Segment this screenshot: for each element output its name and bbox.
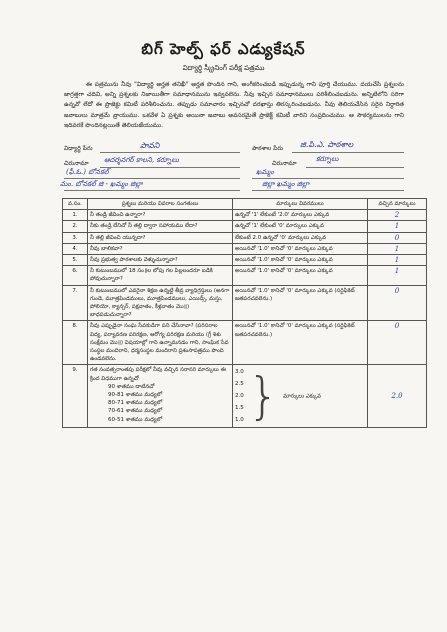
marks-scale-values xyxy=(235,366,244,426)
school-name-line xyxy=(292,152,404,153)
scale-value: 2.0 xyxy=(235,393,244,400)
row-score[interactable]: 2.0 xyxy=(368,365,427,428)
row-marks-scale xyxy=(233,365,368,428)
school-name-label: పాఠశాల పేరు xyxy=(252,145,284,152)
row-marks-rule: అయినచో '1.0' కానిచో '0' మార్కులు ఎక్కువ (సర్టిఫికెట్ జతపరచవలెను.) xyxy=(233,321,368,365)
row-question: గత సంవత్సరాంతపు పరీక్షలో నీవు వచ్చిన సరాసరి మార్కులు ఈ క్రింద విధముగా ఉన్నచో xyxy=(90,367,227,382)
table-row xyxy=(63,285,427,321)
row-number: 6. xyxy=(63,266,88,285)
school-name-value[interactable]: జి.పి.ఎ. పాఠశాల xyxy=(300,140,354,149)
table-row xyxy=(63,243,427,254)
table-row xyxy=(63,232,427,243)
row-question: నీవు ఎప్పుడైనా సంఘ సేవకుడిగా పని చేసినావా? (పరిసరాల విద్య, పర్యావరణ పరిరక్షణ, ఆరోగ్య పరిరక్షణ మరియు (గ్రీ శిశు సంక్షేమం మొ॥) విషయాల్లో గాని ఉన్నామనడం గాని, సాంఘిక సేవ సంస్థల మందిరాని, ధర్మసంస్థల మందిరాని ప్రశంసాపత్రము పొంది ఉండవలెను. xyxy=(88,321,233,365)
address2-label: చిరునామా xyxy=(272,160,297,167)
row-score[interactable]: 0 xyxy=(368,232,427,243)
row-question: నీవు ప్రభుత్వ పాఠశాలకు వెళ్ళుచున్నావా? xyxy=(88,255,233,266)
row-number: 5. xyxy=(63,255,88,266)
row-number: 8. xyxy=(63,321,88,365)
instruction-line-1: ఈ పత్రమును నీవు "విద్యార్థి అర్హత తనిఖీ" అర్హత పొందిన గాని, అంగీకరించబడి ఇప్పుడున్న గాని పూర్తి చేయుము. xyxy=(86,81,358,88)
student-name-label: విద్యార్థి పేరు xyxy=(64,145,93,152)
row-question: నీ కుటుంబములో 18 సం॥ల లోపు గల పిల్లలందరూ బడికి పోవుచున్నారా? xyxy=(88,266,233,285)
row-question: నీవు బాలికవా? xyxy=(88,243,233,254)
address2-line-3 xyxy=(252,178,404,179)
table-row xyxy=(63,321,427,365)
row-question: నీ తండ్రి జీవించి ఉన్నారా? xyxy=(88,210,233,221)
table-row xyxy=(63,221,427,232)
header-marks-obtained: వచ్చిన మార్కులు xyxy=(368,199,427,210)
form-title: బిగ్ హెల్ప్ ఫర్ ఎడ్యుకేషన్ xyxy=(141,40,306,58)
row-marks-rule: ఉన్నచో '1' లేకుంటే '0' మార్కులు ఎక్కువ xyxy=(233,221,368,232)
row-marks-rule: ఉన్నచో '1' లేకుంటే '2.0' మార్కులు ఎక్కువ xyxy=(233,210,368,221)
row-score[interactable]: 2 xyxy=(368,210,427,221)
address-line-3 xyxy=(64,178,240,179)
student-name-value[interactable]: పావని xyxy=(140,141,160,150)
row-number: 4. xyxy=(63,243,88,254)
table-row xyxy=(63,210,427,221)
row-question-average xyxy=(88,365,233,428)
address2-value[interactable]: కర్నూలు xyxy=(316,155,339,163)
address-line xyxy=(100,167,240,168)
instruction-line-3: అన్నిటిలోని సరిగా ఉన్నవో లేదో ఈ ప్రాజెక్టు కమిటీ పరిశీలించును. తప్పుడు సమాచారం ఇచ్చినచో దరఖాస్తు తిరస్కరించబడును. నీవు తెలియచేసిన xyxy=(64,91,404,109)
address-line-3-value[interactable]: (ఫీ.ఓ.) బోనకల్ xyxy=(66,168,109,176)
brace-icon: } xyxy=(247,367,280,426)
address-value[interactable]: ఆదర్శనగర్ కాలని, కర్నూలు xyxy=(104,156,179,164)
range-item: 60-51 శాతము మధ్యలో xyxy=(108,416,163,423)
range-item: 80-71 శాతము మధ్యలో xyxy=(108,400,163,407)
row-score[interactable]: 1 xyxy=(368,243,427,254)
row-question: నీ కుటుంబములో ఎవరైనా శిక్షణ ఉన్నట్టి తీవ్ర వ్యాధిగ్రస్తులు (అనగా గుండె, మూత్రపిండములు, మూత్రపిండములు, ఎయిడ్స్, మస్తు, పోలియో, క్యాన్సర్, పక్షవాతం, కీళ్లవాతం మొ॥) బాధపడుచున్నారా? xyxy=(88,285,233,321)
table-row xyxy=(63,365,427,428)
student-name-line xyxy=(100,152,240,153)
row-number: 1. xyxy=(63,210,88,221)
address-line-4-value[interactable]: మం. బోనకల్ జి - ఖమ్మం జిల్లా xyxy=(60,180,143,188)
header-question: ప్రశ్నలు మరియు వివరాల సంగతులు xyxy=(88,199,233,210)
row-number: 2. xyxy=(63,221,88,232)
row-marks-rule: అయినచో '1.0' కానిచో '0' మార్కులు ఎక్కువ xyxy=(233,243,368,254)
scale-value: 1.5 xyxy=(235,405,244,412)
scale-value: 3.0 xyxy=(235,369,244,376)
row-score[interactable]: 1 xyxy=(368,221,427,232)
range-item: 90-81 శాతము మధ్యలో xyxy=(108,392,163,399)
range-item: 70-61 శాతము మధ్యలో xyxy=(108,408,163,415)
row-score[interactable]: 1 xyxy=(368,255,427,266)
row-marks-rule: లేకుంటే 2.0 ఉన్నచో '0' మార్కులు ఎక్కువ xyxy=(233,232,368,243)
address2-line xyxy=(306,167,404,168)
row-number: 7. xyxy=(63,285,88,321)
screening-questions-table xyxy=(62,198,427,428)
address-label: చిరునామా xyxy=(64,160,89,167)
table-row xyxy=(63,255,427,266)
instruction-line-5: సౌకర్యములను గాని ఇదివరకే పొందినట్లయితే తెలియజేయుము. xyxy=(64,111,404,129)
instruction-line-4: సరైన నిర్ధారిత జవాబులు మాత్రమే వ్రాయుము. ఒకవేళ ఏ ప్రశ్నకు అయినా జవాబు అవసరమైతే ప్రాజెక్ట్ కమిటీ వారిని సంప్రదించుము. ఆ xyxy=(64,101,404,119)
row-score[interactable]: 0 xyxy=(368,321,427,365)
row-score[interactable]: 0 xyxy=(368,285,427,321)
range-item: 90 శాతము దాటినచో xyxy=(108,383,155,390)
row-score[interactable]: 1 xyxy=(368,266,427,285)
form-subtitle: విద్యార్థి స్క్రీనింగ్ పరీక్ష పత్రము xyxy=(182,64,265,72)
header-marks-detail: మార్కులు వివరములు xyxy=(233,199,368,210)
row-question: నీకు తండ్రి లేనిచో నీ తల్లి ద్వారా సహాయము లేదా? xyxy=(88,221,233,232)
address2-line-4-value[interactable]: జిల్లా ఖమ్మం జిల్లా xyxy=(262,180,310,188)
row-marks-rule: అయినచో '1.0' కానిచో '0' మార్కులు ఎక్కువ xyxy=(233,266,368,285)
row-marks-rule: మార్కులు ఎక్కువ xyxy=(283,393,322,400)
row-marks-rule: అయినచో '1.0' కానిచో '0' మార్కులు ఎక్కువ xyxy=(233,255,368,266)
address-line-4 xyxy=(64,190,240,191)
row-number: 3. xyxy=(63,232,88,243)
instruction-line-2: దయచేసి ప్రశ్నలను జాగ్రత్తగా చదివి, అన్ని ప్రశ్నలకు నిజాయితీగా సమాధానమును ఇవ్వవలెను. నీవు ఇచ్చిన సమాధానములు పరిశీలించబడును. xyxy=(64,81,404,99)
row-number: 9. xyxy=(63,365,88,428)
table-row xyxy=(63,266,427,285)
address2-line-3-value[interactable]: ఖమ్మం xyxy=(256,168,274,176)
address2-line-4 xyxy=(252,190,404,191)
row-question: నీ తల్లి జీవించి యున్నదా? xyxy=(88,232,233,243)
row-marks-rule: అయినచో '1.0' కానిచో '0' మార్కులు ఎక్కువ (సర్టిఫికెట్ జతపరచవలెను.) xyxy=(233,285,368,321)
header-serial: వ.సం. xyxy=(63,199,88,210)
table-header-row xyxy=(63,199,427,210)
instructions-paragraph xyxy=(64,80,404,131)
scale-value: 2.5 xyxy=(235,381,244,388)
scale-value: 1.0 xyxy=(235,417,244,424)
